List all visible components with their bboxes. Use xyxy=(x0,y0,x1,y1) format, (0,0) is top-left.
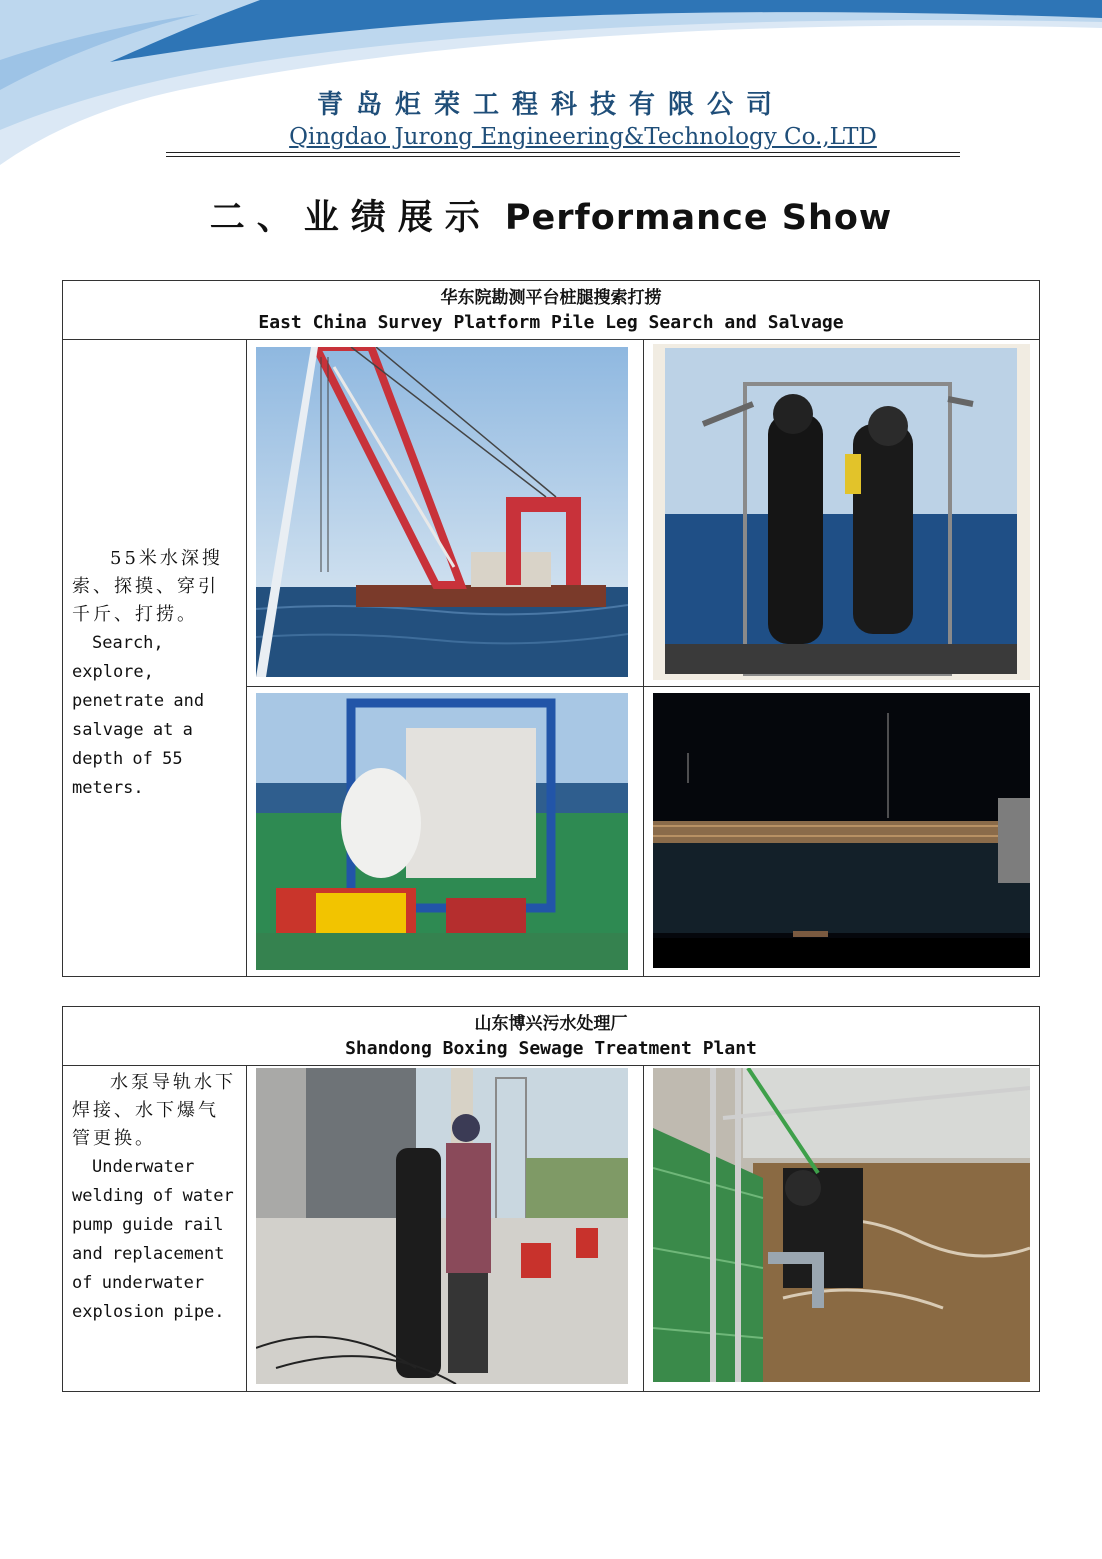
project-block xyxy=(62,1006,1040,1392)
header-rule xyxy=(166,156,960,157)
company-name-en: Qingdao Jurong Engineering&Technology Co.,LTD xyxy=(289,124,877,150)
project-title-cn: 华东院勘测平台桩腿搜索打捞 xyxy=(440,288,662,308)
project-title-en: East China Survey Platform Pile Leg Search and Salvage xyxy=(258,312,844,333)
photo-sewage-diver xyxy=(653,1068,1030,1382)
project-description xyxy=(63,340,247,976)
section-title xyxy=(0,190,1102,240)
project-body xyxy=(63,340,1039,976)
project-body xyxy=(63,1066,1039,1391)
section-title-en: Performance Show xyxy=(504,198,893,238)
description-cn: 水泵导轨水下焊接、水下爆气管更换。 xyxy=(72,1072,236,1149)
photo-night-salvage xyxy=(653,693,1030,968)
project-title-en: Shandong Boxing Sewage Treatment Plant xyxy=(345,1038,757,1059)
company-name-cn: 青岛炬荣工程科技有限公司 xyxy=(316,90,785,120)
project-title-cn: 山东博兴污水处理厂 xyxy=(474,1014,628,1034)
section-title-cn: 二、业绩展示 xyxy=(209,198,492,238)
photo-divers-cage xyxy=(653,344,1030,680)
description-cn: 55米水深搜索、探摸、穿引千斤、打捞。 xyxy=(72,548,223,625)
description-en: Search, explore, penetrate and salvage at a depth of 55 meters. xyxy=(72,633,205,798)
photo-crane-barge xyxy=(256,347,628,677)
grid-divider xyxy=(247,686,1039,687)
photo-welding-site xyxy=(256,1068,628,1384)
project-header xyxy=(63,1007,1039,1066)
grid-divider xyxy=(643,340,644,976)
photo-frame-on-deck xyxy=(256,693,628,970)
grid-divider xyxy=(643,1066,644,1391)
project-header xyxy=(63,281,1039,340)
project-description xyxy=(63,1066,247,1391)
project-block xyxy=(62,280,1040,977)
description-en: Underwater welding of water pump guide rail and replacement of underwater explosion pipe. xyxy=(72,1157,234,1322)
header-rule xyxy=(166,152,960,153)
